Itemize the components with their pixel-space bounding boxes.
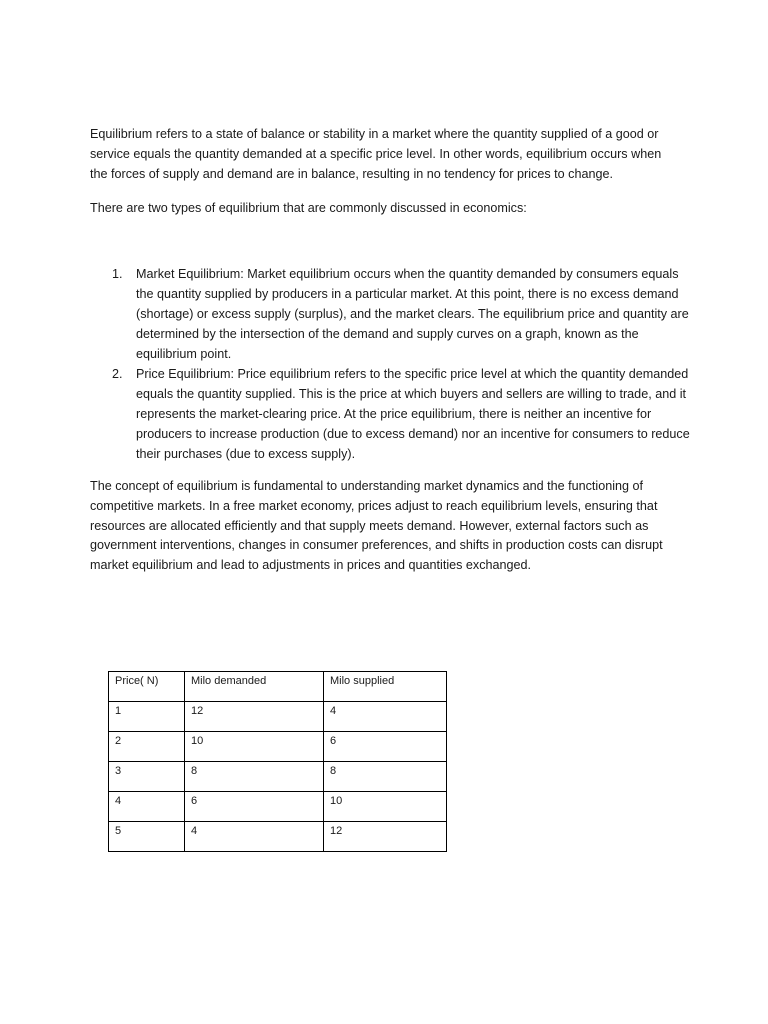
table-cell: 6 <box>185 792 324 822</box>
table-row <box>109 702 447 732</box>
table-cell: 1 <box>109 702 185 732</box>
supply-demand-table <box>108 671 447 852</box>
table-row <box>109 732 447 762</box>
table-cell: 4 <box>109 792 185 822</box>
intro-paragraph: Equilibrium refers to a state of balance or stability in a market where the quantity supplied of a good or service equals the quantity demanded at a specific price level. In other words, equilibrium occurs when the forces of supply and demand are in balance, resulting in no tendency for prices to change. <box>90 127 662 181</box>
table-cell: 12 <box>185 702 324 732</box>
list-item <box>90 264 690 364</box>
table-cell: 2 <box>109 732 185 762</box>
table-header-cell: Milo demanded <box>185 672 324 702</box>
table-header-cell: Milo supplied <box>324 672 447 702</box>
table-row <box>109 822 447 852</box>
list-item-number: 1. <box>112 267 123 281</box>
list-item <box>90 364 690 464</box>
table-cell: 10 <box>185 732 324 762</box>
table-cell: 3 <box>109 762 185 792</box>
list-item-number: 2. <box>112 367 123 381</box>
table-cell: 8 <box>324 762 447 792</box>
table-cell: 6 <box>324 732 447 762</box>
table-cell: 5 <box>109 822 185 852</box>
table-row <box>109 792 447 822</box>
table-cell: 10 <box>324 792 447 822</box>
table-cell: 8 <box>185 762 324 792</box>
list-item-text: Price Equilibrium: Price equilibrium refers to the specific price level at which the quantity demanded equals the quantity supplied. This is the price at which buyers and sellers are willing to trade, and it represents the market-clearing price. At the price equilibrium, there is neither an incentive for producers to increase production (due to excess demand) nor an incentive for consumers to reduce their purchases (due to excess supply). <box>136 367 690 461</box>
table-header-cell: Price( N) <box>109 672 185 702</box>
table-header-row <box>109 672 447 702</box>
equilibrium-types-list <box>90 264 690 464</box>
concept-paragraph: The concept of equilibrium is fundamental to understanding market dynamics and the functioning of competitive markets. In a free market economy, prices adjust to reach equilibrium levels, ensuring that resources are allocated efficiently and that supply meets demand. However, external factors such as government interventions, changes in consumer preferences, and shifts in production costs can disrupt market equilibrium and lead to adjustments in prices and quantities exchanged. <box>90 479 663 573</box>
table-cell: 4 <box>324 702 447 732</box>
table-row <box>109 762 447 792</box>
table-cell: 12 <box>324 822 447 852</box>
list-item-text: Market Equilibrium: Market equilibrium occurs when the quantity demanded by consumers equals the quantity supplied by producers in a particular market. At this point, there is no excess demand (shortage) or excess supply (surplus), and the market clears. The equilibrium price and quantity are determined by the intersection of the demand and supply curves on a graph, known as the equilibrium point. <box>136 267 689 361</box>
types-intro-paragraph: There are two types of equilibrium that are commonly discussed in economics: <box>90 201 527 215</box>
table-cell: 4 <box>185 822 324 852</box>
